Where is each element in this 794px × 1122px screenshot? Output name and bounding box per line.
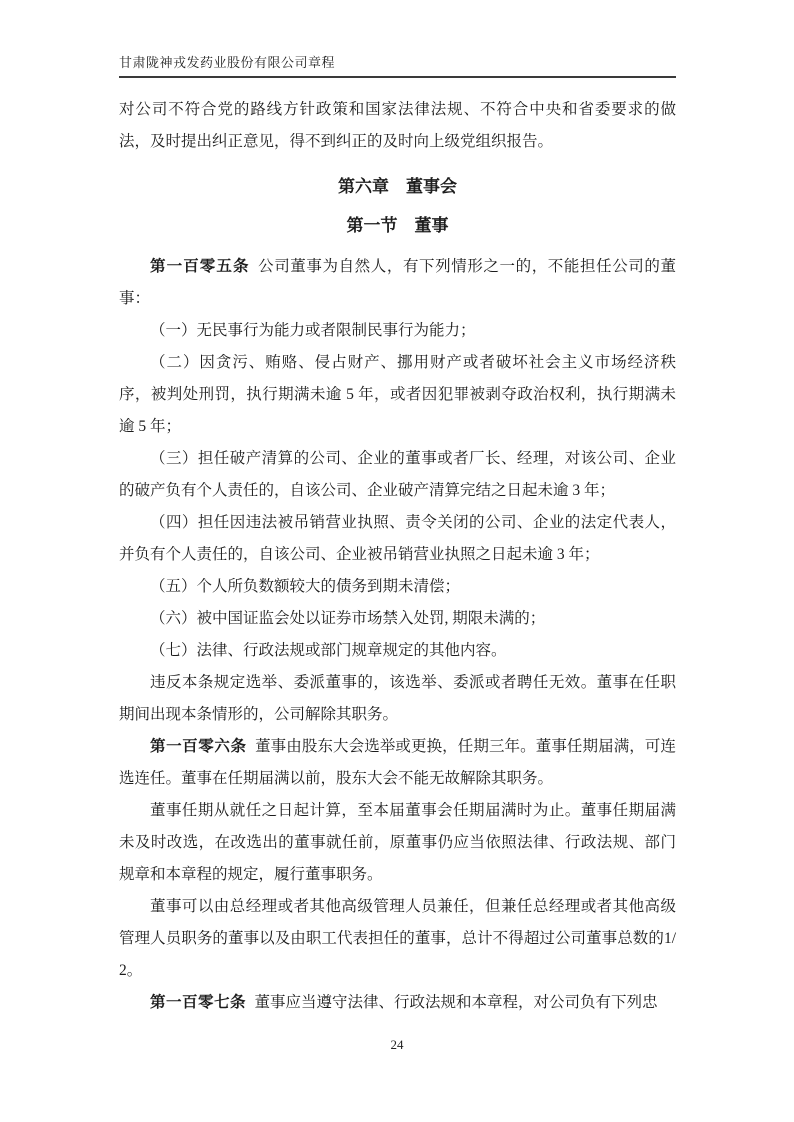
- chapter-heading: 第六章 董事会: [338, 177, 457, 196]
- article-text: 董事应当遵守法律、行政法规和本章程，对公司负有下列忠: [254, 994, 658, 1011]
- paragraph: （二）因贪污、贿赂、侵占财产、挪用财产或者破坏社会主义市场经济秩序，被判处刑罚，执行期满未逾 5 年，或者因犯罪被剥夺政治权利，执行期满未逾 5 年；: [119, 354, 676, 435]
- paragraph: （六）被中国证监会处以证券市场禁入处罚, 期限未满的；: [150, 610, 546, 627]
- section-heading: 第一节 董事: [346, 216, 449, 235]
- paragraph: 董事可以由总经理或者其他高级管理人员兼任，但兼任总经理或者其他高级管理人员职务的董事以及由职工代表担任的董事，总计不得超过公司董事总数的1/2。: [119, 898, 676, 979]
- page-number: 24: [390, 1037, 404, 1052]
- paragraph: （七）法律、行政法规或部门规章规定的其他内容。: [150, 642, 507, 659]
- paragraph: 董事任期从就任之日起计算，至本届董事会任期届满时为止。董事任期届满未及时改选，在改选出的董事就任前，原董事仍应当依照法律、行政法规、部门规章和本章程的规定，履行董事职务。: [119, 802, 676, 883]
- article-number: 第一百零七条: [150, 994, 247, 1011]
- document-body: [119, 94, 676, 1019]
- article-number: 第一百零六条: [150, 738, 247, 755]
- article-text: 董事由股东大会选举或更换，任期三年。董事任期届满，可连选连任。董事在任期届满以前，股东大会不能无故解除其职务。: [119, 738, 676, 787]
- paragraph: （五）个人所负数额较大的债务到期未清偿；: [150, 578, 461, 595]
- article-paragraph: [119, 251, 676, 315]
- paragraph: （三）担任破产清算的公司、企业的董事或者厂长、经理，对该公司、企业的破产负有个人责任的，自该公司、企业破产清算完结之日起未逾 3 年；: [119, 450, 676, 499]
- paragraph: （四）担任因违法被吊销营业执照、责令关闭的公司、企业的法定代表人，并负有个人责任的，自该公司、企业被吊销营业执照之日起未逾 3 年；: [119, 514, 676, 563]
- article-text: 公司董事为自然人，有下列情形之一的，不能担任公司的董事：: [119, 258, 676, 307]
- paragraph: （一）无民事行为能力或者限制民事行为能力；: [150, 322, 476, 339]
- page-header-title: 甘肃陇神戎发药业股份有限公司章程: [119, 52, 676, 78]
- article-paragraph: [119, 987, 676, 1019]
- article-number: 第一百零五条: [150, 258, 250, 275]
- paragraph: 对公司不符合党的路线方针政策和国家法律法规、不符合中央和省委要求的做法，及时提出纠正意见，得不到纠正的及时向上级党组织报告。: [119, 101, 676, 150]
- paragraph: 违反本条规定选举、委派董事的，该选举、委派或者聘任无效。董事在任职期间出现本条情形的，公司解除其职务。: [119, 674, 676, 723]
- article-paragraph: [119, 731, 676, 795]
